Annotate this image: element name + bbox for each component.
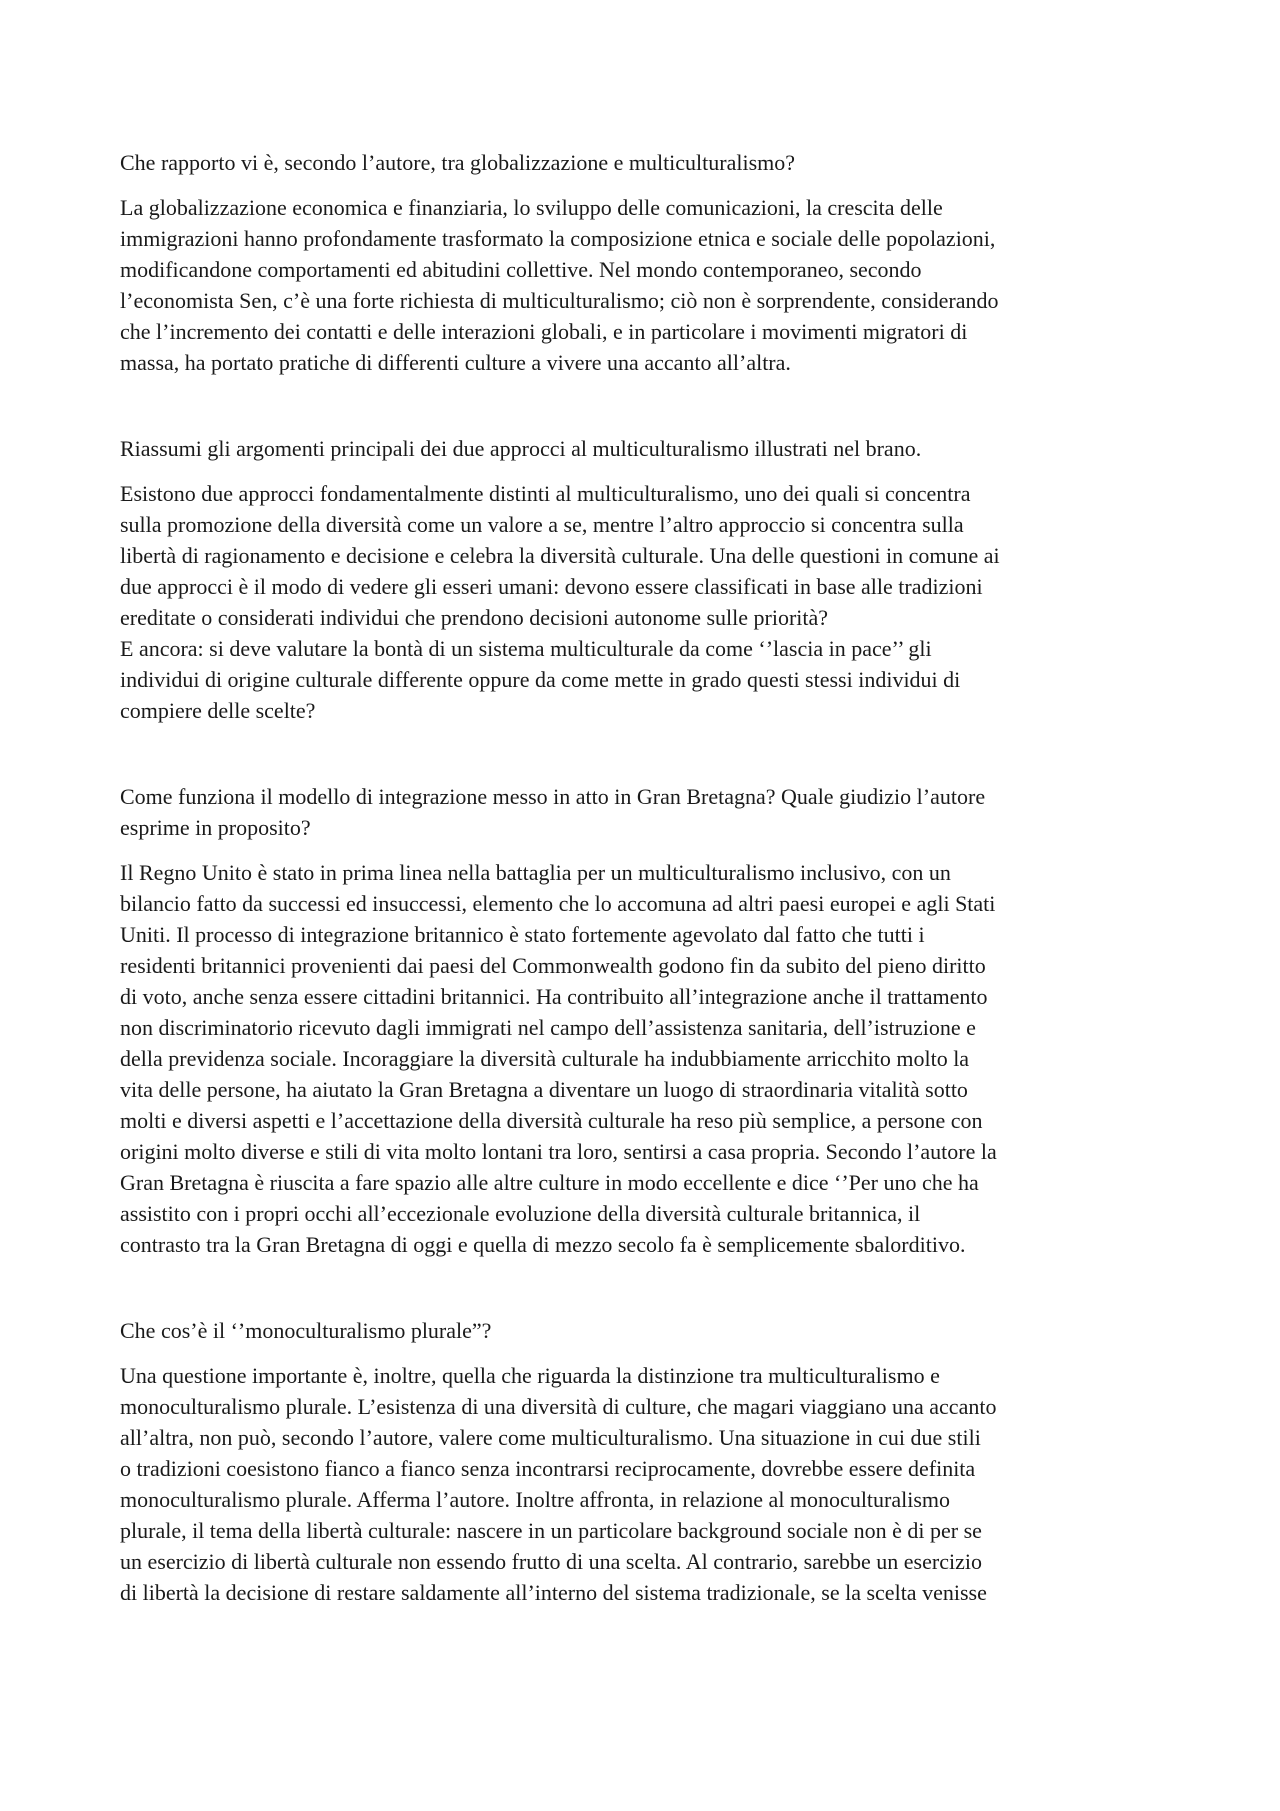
text-line: individui di origine culturale differente oppure da come mette in grado questi stessi individui di	[120, 667, 961, 692]
answer-3	[120, 857, 1165, 1260]
text-line: Uniti. Il processo di integrazione britannico è stato fortemente agevolato dal fatto che tutti i	[120, 922, 925, 947]
question-2	[120, 433, 1165, 464]
text-line: Esistono due approcci fondamentalmente distinti al multiculturalismo, uno dei quali si concentra	[120, 481, 971, 506]
text-line: sulla promozione della diversità come un valore a se, mentre l’altro approccio si concentra sulla	[120, 512, 964, 537]
text-line: della previdenza sociale. Incoraggiare la diversità culturale ha indubbiamente arricchito molto la	[120, 1046, 970, 1071]
text-line: monoculturalismo plurale. Afferma l’autore. Inoltre affronta, in relazione al monoculturalismo	[120, 1487, 951, 1512]
document-page	[120, 147, 1165, 1608]
text-line: residenti britannici provenienti dai paesi del Commonwealth godono fin da subito del pieno diritto	[120, 953, 986, 978]
text-line: o tradizioni coesistono fianco a fianco senza incontrarsi reciprocamente, dovrebbe essere definita	[120, 1456, 976, 1481]
text-line: ereditate o considerati individui che prendono decisioni autonome sulle priorità?	[120, 605, 829, 630]
text-line: bilancio fatto da successi ed insuccessi, elemento che lo accomuna ad altri paesi europei e agli Stati	[120, 891, 996, 916]
text-line: che l’incremento dei contatti e delle interazioni globali, e in particolare i movimenti migratori di	[120, 319, 968, 344]
question-4	[120, 1315, 1165, 1346]
text-line: immigrazioni hanno profondamente trasformato la composizione etnica e sociale delle popolazioni,	[120, 226, 996, 251]
text-line: l’economista Sen, c’è una forte richiesta di multiculturalismo; ciò non è sorprendente, considerando	[120, 288, 999, 313]
text-line: contrasto tra la Gran Bretagna di oggi e quella di mezzo secolo fa è semplicemente sbalorditivo.	[120, 1232, 966, 1257]
text-line: Riassumi gli argomenti principali dei due approcci al multiculturalismo illustrati nel brano.	[120, 436, 922, 461]
text-line: esprime in proposito?	[120, 815, 311, 840]
text-line: Come funziona il modello di integrazione messo in atto in Gran Bretagna? Quale giudizio l’autore	[120, 784, 986, 809]
text-line: Una questione importante è, inoltre, quella che riguarda la distinzione tra multiculturalismo e	[120, 1363, 940, 1388]
text-line: massa, ha portato pratiche di differenti culture a vivere una accanto all’altra.	[120, 350, 791, 375]
text-line: Che cos’è il ‘’monoculturalismo plurale”?	[120, 1318, 492, 1343]
answer-2	[120, 478, 1165, 726]
text-line: all’altra, non può, secondo l’autore, valere come multiculturalismo. Una situazione in cui due stili	[120, 1425, 981, 1450]
text-line: E ancora: si deve valutare la bontà di un sistema multiculturale da come ‘’lascia in pace’’ gli	[120, 636, 932, 661]
answer-4	[120, 1360, 1165, 1608]
text-line: vita delle persone, ha aiutato la Gran Bretagna a diventare un luogo di straordinaria vitalità sotto	[120, 1077, 968, 1102]
text-line: origini molto diverse e stili di vita molto lontani tra loro, sentirsi a casa propria. Secondo l’autore la	[120, 1139, 997, 1164]
text-line: La globalizzazione economica e finanziaria, lo sviluppo delle comunicazioni, la crescita delle	[120, 195, 943, 220]
question-3	[120, 781, 1165, 843]
text-line: due approcci è il modo di vedere gli esseri umani: devono essere classificati in base alle tradizioni	[120, 574, 983, 599]
question-1	[120, 147, 1165, 178]
text-line: non discriminatorio ricevuto dagli immigrati nel campo dell’assistenza sanitaria, dell’istruzione e	[120, 1015, 976, 1040]
text-line: Il Regno Unito è stato in prima linea nella battaglia per un multiculturalismo inclusivo, con un	[120, 860, 951, 885]
text-line: plurale, il tema della libertà culturale: nascere in un particolare background sociale non è di per se	[120, 1518, 982, 1543]
text-line: Gran Bretagna è riuscita a fare spazio alle altre culture in modo eccellente e dice ‘’Per uno che ha	[120, 1170, 979, 1195]
answer-1	[120, 192, 1165, 378]
text-line: di voto, anche senza essere cittadini britannici. Ha contribuito all’integrazione anche il trattamento	[120, 984, 988, 1009]
text-line: monoculturalismo plurale. L’esistenza di una diversità di culture, che magari viaggiano una accanto	[120, 1394, 997, 1419]
text-line: Che rapporto vi è, secondo l’autore, tra globalizzazione e multiculturalismo?	[120, 150, 796, 175]
text-line: un esercizio di libertà culturale non essendo frutto di una scelta. Al contrario, sarebbe un esercizio	[120, 1549, 982, 1574]
text-line: di libertà la decisione di restare saldamente all’interno del sistema tradizionale, se la scelta venisse	[120, 1580, 987, 1605]
text-line: molti e diversi aspetti e l’accettazione della diversità culturale ha reso più semplice, a persone con	[120, 1108, 983, 1133]
text-line: assistito con i propri occhi all’eccezionale evoluzione della diversità culturale britannica, il	[120, 1201, 921, 1226]
text-line: compiere delle scelte?	[120, 698, 316, 723]
text-line: libertà di ragionamento e decisione e celebra la diversità culturale. Una delle questioni in comune ai	[120, 543, 1000, 568]
text-line: modificandone comportamenti ed abitudini collettive. Nel mondo contemporaneo, secondo	[120, 257, 922, 282]
